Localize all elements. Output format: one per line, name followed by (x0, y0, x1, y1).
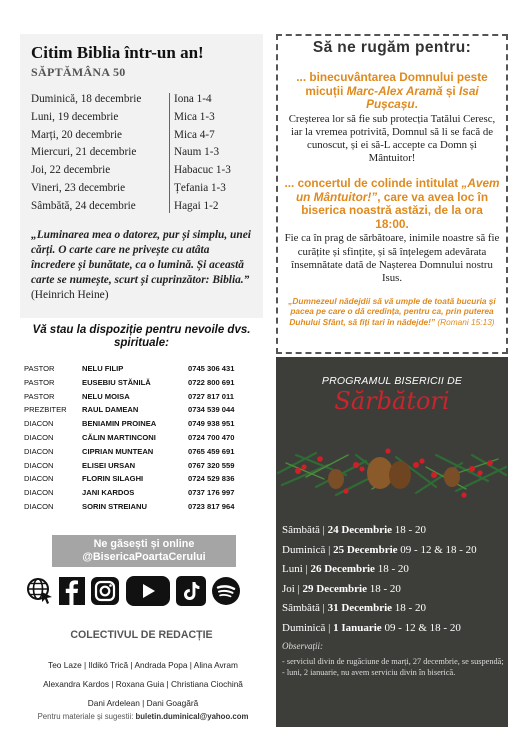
verse-text: „Dumnezeul nădejdii să vă umple de toată bucuria și pacea pe care o dă credința, pentru ca, prin puterea Duhului Sfânt, să fiți tari în nădejde!” (288, 296, 496, 327)
schedule-day: Sâmbătă | (282, 602, 328, 614)
schedule-row (282, 521, 506, 541)
prayer-heading: Să ne rugăm pentru: (312, 39, 472, 56)
staff-name: CIPRIAN MUNTEAN (82, 446, 154, 456)
schedule-day: Duminică | (282, 621, 334, 634)
prayer-item-2-intro: ... concertul de colinde intitulat (284, 176, 462, 191)
staff-phone[interactable]: 0737 176 997 (188, 488, 235, 498)
reading-book: Țefania 1-3 (174, 181, 226, 194)
staff-phone[interactable]: 0767 320 559 (188, 460, 235, 470)
reading-row (31, 109, 253, 127)
schedule-date: 1 Ianuarie (333, 621, 382, 634)
reading-row (31, 162, 253, 180)
schedule-time: 18 - 20 (392, 524, 426, 536)
staff-role: DIACON (24, 488, 54, 498)
staff-row (24, 486, 264, 500)
staff-role: DIACON (24, 432, 54, 442)
schedule-time: 18 - 20 (392, 602, 426, 614)
staff-name: NELU FILIP (82, 364, 124, 373)
staff-name: CĂLIN MARTINCONI (82, 432, 156, 442)
prayer-item-1-intro: ... binecuvântarea Domnului peste micuții (296, 70, 488, 98)
reading-book: Habacuc 1-3 (174, 164, 231, 177)
prayer-item-1-name-a: Marc-Alex Aramă (346, 83, 443, 98)
staff-row (24, 390, 264, 404)
staff-role: PASTOR (24, 364, 55, 373)
social-icons (26, 573, 266, 609)
schedule-list (282, 521, 506, 638)
program-script-title: Sărbători (334, 387, 450, 415)
schedule-date: 31 Decembrie (327, 602, 393, 614)
spotify-icon[interactable] (211, 575, 241, 607)
staff-role: DIACON (24, 460, 54, 470)
quote (31, 228, 253, 304)
staff-role: DIACON (24, 474, 54, 484)
staff-name: NELU MOISA (82, 391, 130, 401)
bible-reading-box (20, 34, 263, 318)
staff-name: JANI KARDOS (82, 488, 135, 498)
holiday-program (276, 357, 508, 727)
reading-row (31, 91, 253, 109)
editorial-line: Alexandra Kardos | Roxana Guia | Christiana Ciochină (43, 679, 243, 689)
observation-item: - luni, 2 ianuarie, nu avem serviciu divin în biserică. (282, 668, 456, 678)
schedule-date: 24 Decembrie (327, 524, 393, 536)
verse-reference: (Romani 15:13) (437, 316, 495, 327)
schedule-day: Sâmbătă | (282, 524, 328, 536)
prayer-item-1-name-b: Isai Pușcașu (366, 83, 479, 111)
schedule-time: 09 - 12 & 18 - 20 (381, 621, 461, 634)
reading-row (31, 180, 253, 198)
prayer-item-1-and: și (442, 83, 459, 98)
program-title: PROGRAMUL BISERICII DE (321, 375, 463, 387)
staff-phone[interactable]: 0722 800 691 (188, 377, 235, 387)
staff-row (24, 500, 264, 514)
reading-row (31, 198, 253, 216)
week-label: SĂPTĂMÂNA 50 (31, 65, 126, 79)
reading-day: Miercuri, 21 decembrie (31, 146, 137, 159)
contact-line (20, 712, 266, 721)
staff-row (24, 472, 264, 486)
schedule-date: 26 Decembrie (310, 563, 375, 575)
editorial-line: Dani Ardelean | Dani Goagără (87, 698, 199, 708)
schedule-time: 18 - 20 (367, 582, 401, 595)
staff-name: ELISEI URSAN (82, 460, 136, 470)
online-line1: Ne găsești și online (93, 538, 195, 550)
schedule-day: Luni | (282, 563, 311, 575)
facebook-icon[interactable] (59, 575, 85, 607)
schedule-row (282, 560, 506, 580)
staff-phone[interactable]: 0724 700 470 (188, 432, 235, 442)
staff-phone[interactable]: 0745 306 431 (188, 364, 235, 373)
reading-day: Joi, 22 decembrie (31, 164, 111, 177)
schedule-day: Joi | (282, 582, 303, 595)
staff-row (24, 376, 264, 390)
staff-phone[interactable]: 0734 539 044 (188, 405, 235, 415)
staff-role: PASTOR (24, 377, 55, 387)
staff-row (24, 431, 264, 445)
staff-name: SORIN STREIANU (82, 501, 147, 511)
staff-role: DIACON (24, 446, 54, 456)
reading-row (31, 127, 253, 145)
schedule-date: 29 Decembrie (302, 582, 367, 595)
schedule-row (282, 599, 506, 619)
staff-role: DIACON (24, 501, 54, 511)
reading-day: Sâmbătă, 24 decembrie (31, 199, 136, 212)
tiktok-icon[interactable] (176, 575, 206, 607)
online-banner[interactable] (52, 535, 236, 567)
staff-phone[interactable]: 0749 938 951 (188, 419, 235, 429)
staff-row (24, 362, 264, 376)
staff-phone[interactable]: 0724 529 836 (188, 474, 235, 484)
youtube-icon[interactable] (125, 575, 171, 607)
staff-name: RAUL DAMEAN (82, 405, 139, 415)
reading-day: Luni, 19 decembrie (31, 110, 119, 123)
observations-title: Observații: (282, 641, 323, 651)
staff-phone[interactable]: 0727 817 011 (188, 391, 235, 401)
readings-divider (169, 93, 170, 213)
observations (282, 641, 504, 679)
reading-day: Duminică, 18 decembrie (31, 93, 142, 105)
staff-name: BENIAMIN PROINEA (82, 419, 157, 429)
editorial-team (20, 656, 266, 713)
schedule-date: 25 Decembrie (333, 543, 398, 556)
online-handle: @BisericaPoartaCerului (82, 551, 206, 563)
editorial-title: COLECTIVUL DE REDACȚIE (70, 629, 213, 641)
schedule-day: Duminică | (282, 543, 334, 556)
prayer-item-1-body: Creșterea lor să fie sub protecția Tatălui Ceresc, iar la vremea potrivită, Domnul să li se facă de cunoscut, și ei să-L accepte ca Domn și Mântuitor! (288, 112, 496, 165)
contact-prefix: Pentru materiale și sugestii: (37, 712, 136, 721)
bible-title: Citim Biblia într-un an! (31, 43, 204, 62)
prayer-item-2-details: , care va avea loc în biserica noastră astăzi, de la ora 18:00. (301, 189, 489, 231)
reading-book: Mica 1-3 (174, 110, 215, 123)
staff-row (24, 459, 264, 473)
staff-role: PREZBITER (24, 405, 67, 415)
reading-book: Mica 4-7 (174, 128, 215, 141)
reading-book: Naum 1-3 (174, 146, 220, 159)
prayer-box (276, 34, 508, 354)
staff-row (24, 445, 264, 459)
quote-author: (Heinrich Heine) (31, 289, 109, 302)
staff-name: FLORIN SILAGHI (82, 474, 144, 484)
reading-row (31, 144, 253, 162)
staff-row (24, 403, 264, 417)
schedule-row (282, 541, 506, 561)
christmas-garland-illustration (276, 415, 508, 525)
staff-phone[interactable]: 0765 459 691 (188, 446, 235, 456)
instagram-icon[interactable] (90, 575, 120, 607)
reading-day: Vineri, 23 decembrie (31, 181, 126, 194)
contact-email[interactable]: buletin.duminical@yahoo.com (135, 712, 249, 721)
schedule-row (282, 580, 506, 600)
schedule-time: 18 - 20 (374, 563, 409, 575)
prayer-item-2-body: Fie ca în prag de sărbătoare, inimile noastre să fie curățite și sfințite, și să înțelegem adevărata însemnătate dată de Nașterea Domnului nostru Isus. (284, 232, 500, 284)
schedule-row (282, 619, 506, 639)
staff-list (24, 362, 264, 514)
reading-book: Hagai 1-2 (174, 199, 219, 212)
staff-role: PASTOR (24, 391, 55, 401)
schedule-time: 09 - 12 & 18 - 20 (397, 543, 477, 556)
readings-list (31, 91, 253, 216)
reading-day: Marți, 20 decembrie (31, 128, 123, 141)
reading-book: Iona 1-4 (174, 93, 212, 105)
prayer-item-1-heading (283, 71, 501, 112)
quote-text: „Luminarea mea o datorez, pur și simplu, unei cărți. O carte care ne privește cu atâta încredere și bunătate, ca o lumină. Și această carte se numește, scurt și cuprinzător: Biblia.” (31, 228, 251, 287)
staff-row (24, 417, 264, 431)
globe-icon[interactable] (26, 575, 54, 607)
prayer-item-1-end: . (414, 97, 418, 111)
staff-role: DIACON (24, 419, 54, 429)
staff-name: EUSEBIU STĂNILĂ (82, 377, 151, 387)
staff-phone[interactable]: 0723 817 964 (188, 501, 235, 511)
prayer-item-2-title: „Avem un Mântuitor!” (295, 176, 500, 204)
observation-item: - serviciul divin de rugăciune de marți, 27 decembrie, se suspendă; (282, 656, 504, 666)
prayer-item-2-heading (283, 177, 501, 231)
editorial-line: Teo Laze | Ildikó Trică | Andrada Popa | Alina Avram (48, 660, 238, 670)
availability-heading: Vă stau la dispoziție pentru nevoile dvs. spirituale: (32, 324, 251, 349)
bible-verse (283, 296, 501, 327)
